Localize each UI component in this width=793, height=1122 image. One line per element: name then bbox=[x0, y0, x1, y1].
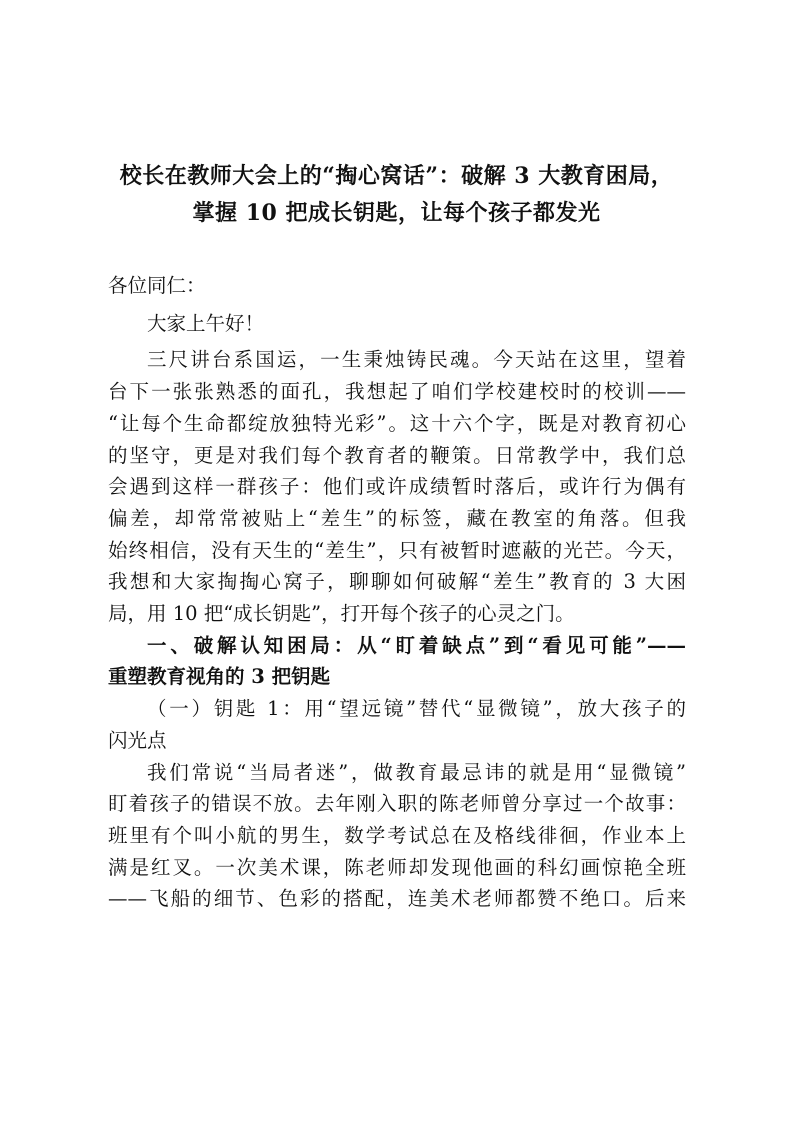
document-body bbox=[108, 270, 686, 915]
paragraph-line: 会遇到这样一群孩子：他们或许成绩暂时落后，或许行为偶有 bbox=[108, 475, 686, 499]
heading-line: 重塑教育视角的 3 把钥匙 bbox=[108, 665, 331, 689]
paragraph-line: ——飞船的细节、色彩的搭配，连美术老师都赞不绝口。后来 bbox=[108, 887, 686, 911]
document-title bbox=[100, 158, 693, 232]
title-line-1: 校长在教师大会上的“掏心窝话”：破解 3 大教育困局， bbox=[119, 163, 674, 189]
paragraph-line: 我们常说“当局者迷”，做教育最忌讳的就是用“显微镜” bbox=[147, 760, 686, 784]
paragraph-line: 满是红叉。一次美术课，陈老师却发现他画的科幻画惊艳全班 bbox=[108, 855, 686, 879]
paragraph-line: 台下一张张熟悉的面孔，我想起了咱们学校建校时的校训—— bbox=[108, 380, 686, 404]
paragraph-story bbox=[108, 757, 686, 916]
title-line-2: 掌握 10 把成长钥匙，让每个孩子都发光 bbox=[192, 200, 601, 226]
subheading-line: （一）钥匙 1：用“望远镜”替代“显微镜”，放大孩子的 bbox=[147, 697, 686, 721]
heading-line: 一、破解认知困局：从“盯着缺点”到“看见可能”—— bbox=[147, 633, 686, 657]
paragraph-line: 的坚守，更是对我们每个教育者的鞭策。日常教学中，我们总 bbox=[108, 443, 686, 467]
paragraph-line: 始终相信，没有天生的“差生”，只有被暂时遮蔽的光芒。今天， bbox=[108, 538, 686, 562]
paragraph-line: 三尺讲台系国运，一生秉烛铸民魂。今天站在这里，望着 bbox=[147, 348, 686, 372]
greeting: 大家上午好！ bbox=[147, 311, 265, 335]
paragraph-line: 盯着孩子的错误不放。去年刚入职的陈老师曾分享过一个故事： bbox=[108, 792, 686, 816]
subheading-line: 闪光点 bbox=[108, 728, 167, 752]
subheading-1 bbox=[108, 693, 686, 756]
section-heading-1 bbox=[108, 630, 686, 693]
salutation: 各位同仁： bbox=[108, 274, 206, 297]
paragraph-line: “让每个生命都绽放独特光彩”。这十六个字，既是对教育初心 bbox=[108, 411, 686, 435]
paragraph-intro bbox=[108, 344, 686, 629]
paragraph-line: 局，用 10 把“成长钥匙”，打开每个孩子的心灵之门。 bbox=[108, 602, 575, 626]
paragraph-line: 偏差，却常常被贴上“差生”的标签，藏在教室的角落。但我 bbox=[108, 506, 686, 530]
paragraph-line: 我想和大家掏掏心窝子，聊聊如何破解“差生”教育的 3 大困 bbox=[108, 570, 686, 594]
paragraph-line: 班里有个叫小航的男生，数学考试总在及格线徘徊，作业本上 bbox=[108, 823, 686, 847]
